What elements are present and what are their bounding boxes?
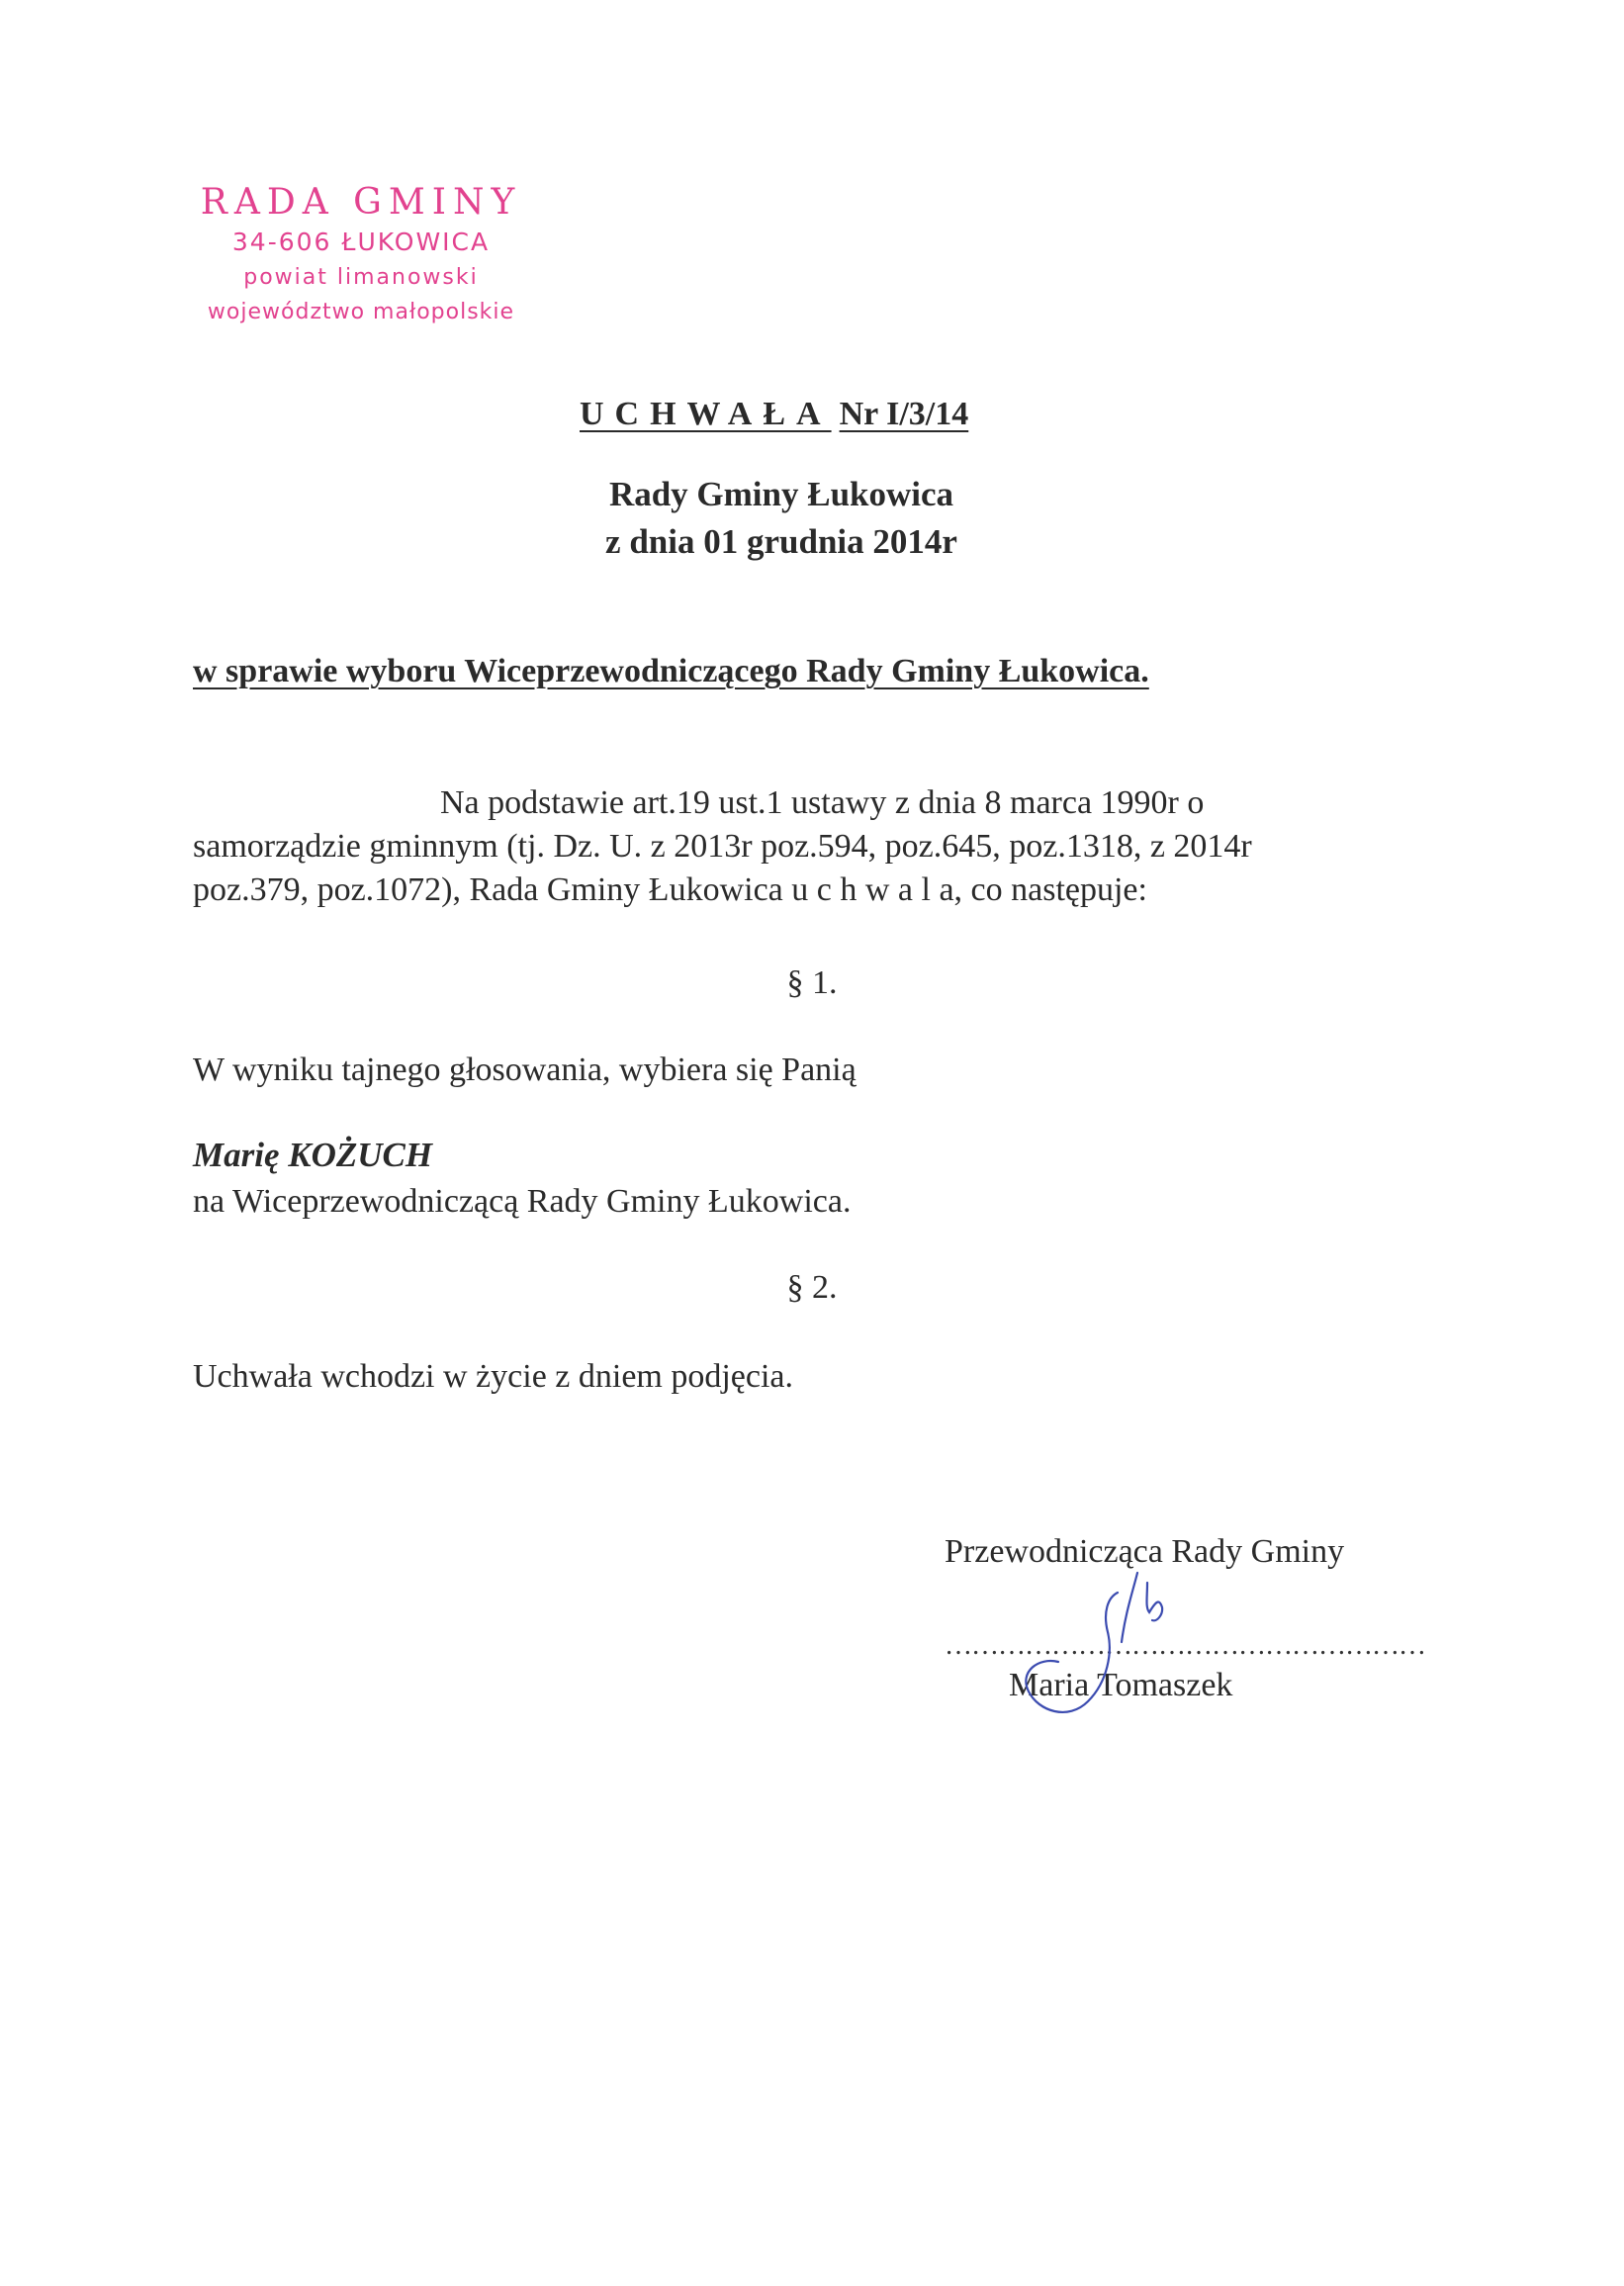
stamp-line-district: powiat limanowski bbox=[243, 265, 479, 290]
resolution-number: Nr I/3/14 bbox=[839, 396, 969, 432]
signature-stroke-2 bbox=[1122, 1573, 1162, 1642]
preamble-line-3: poz.379, poz.1072), Rada Gminy Łukowica u c h w a l a, co następuje: bbox=[193, 871, 1147, 908]
paragraph-2-mark: § 2. bbox=[786, 1269, 838, 1306]
resolution-date: z dnia 01 grudnia 2014r bbox=[605, 522, 957, 561]
handwritten-signature bbox=[999, 1553, 1246, 1751]
resolution-title-word: UCHWAŁA bbox=[580, 396, 832, 432]
signatory-title: Przewodnicząca Rady Gminy bbox=[945, 1533, 1345, 1570]
preamble-line-2: samorządzie gminnym (tj. Dz. U. z 2013r poz.594, poz.645, poz.1318, z 2014r bbox=[193, 828, 1252, 865]
elected-person-name: Marię KOŻUCH bbox=[193, 1136, 433, 1174]
signature-stroke bbox=[1026, 1593, 1118, 1712]
stamp-line-voivodeship: województwo małopolskie bbox=[207, 300, 515, 324]
resolution-subject: w sprawie wyboru Wiceprzewodniczącego Rady Gminy Łukowica. bbox=[193, 653, 1149, 689]
resolution-organization: Rady Gminy Łukowica bbox=[608, 475, 954, 513]
stamp-line-postcode: 34-606 ŁUKOWICA bbox=[231, 228, 491, 256]
preamble bbox=[193, 781, 1439, 912]
signatory-name: Maria Tomaszek bbox=[1009, 1667, 1233, 1703]
signature-line: ……………………………………………… bbox=[945, 1630, 1425, 1661]
stamp-line-council: RADA GMINY bbox=[200, 182, 522, 223]
paragraph-1-mark: § 1. bbox=[786, 964, 838, 1001]
election-statement: W wyniku tajnego głosowania, wybiera się Panią bbox=[193, 1052, 857, 1088]
council-stamp bbox=[163, 181, 559, 329]
resolution-title bbox=[580, 396, 968, 433]
elected-role: na Wiceprzewodniczącą Rady Gminy Łukowica. bbox=[193, 1183, 852, 1220]
effective-statement: Uchwała wchodzi w życie z dniem podjęcia. bbox=[193, 1358, 794, 1395]
preamble-line-1: Na podstawie art.19 ust.1 ustawy z dnia 8 marca 1990r o bbox=[440, 784, 1205, 821]
